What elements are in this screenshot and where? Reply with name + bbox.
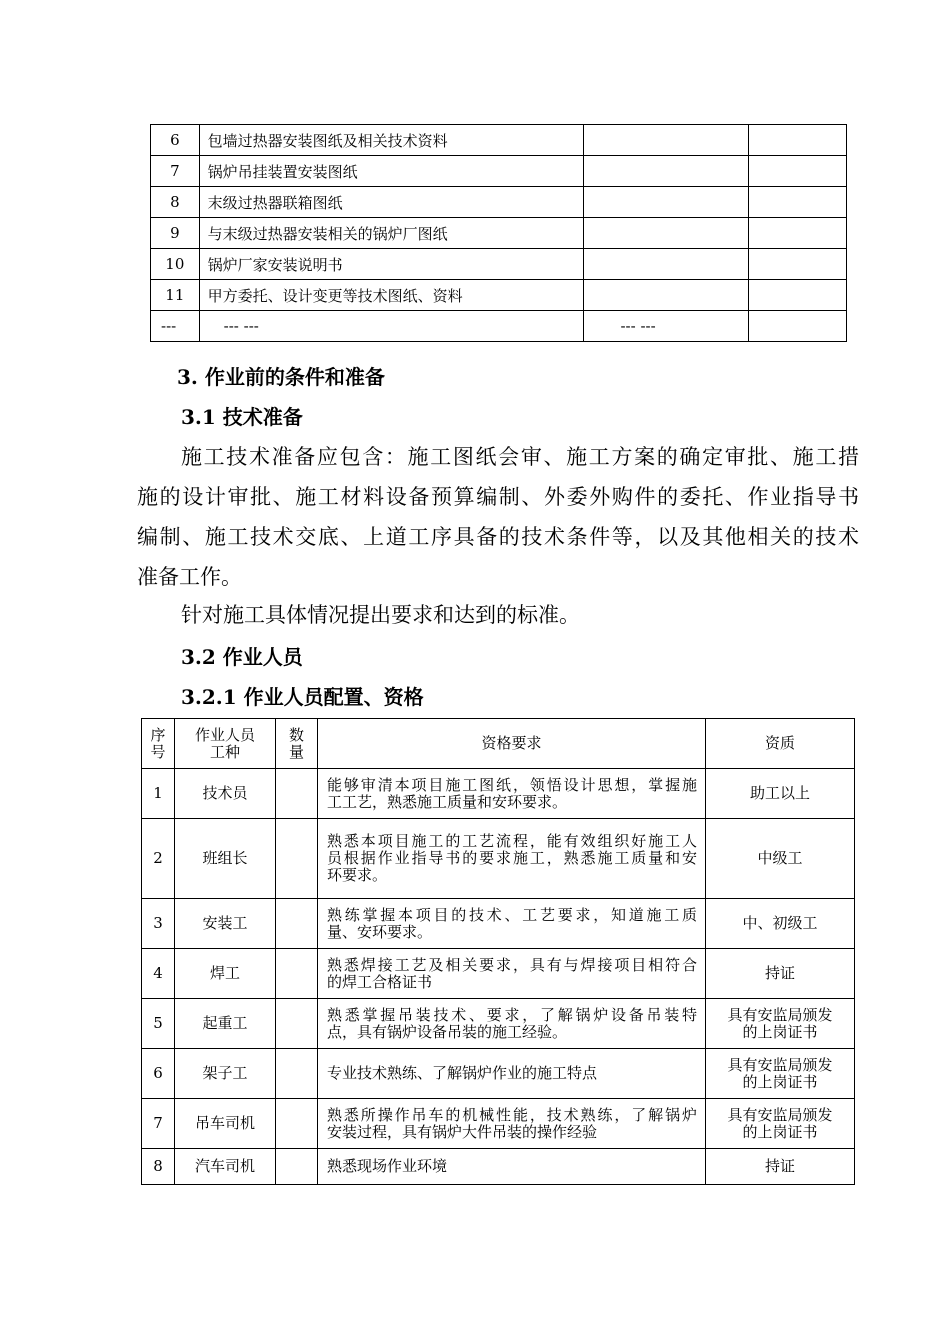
table-row: [151, 311, 847, 342]
cell-name: 与末级过热器安装相关的锅炉厂图纸: [199, 218, 584, 249]
qualification-line: 的上岗证书: [742, 1022, 818, 1041]
cell-qualification: [706, 769, 855, 819]
cell-type: 班组长: [175, 819, 276, 899]
section-3-heading: 3. 作业前的条件和准备: [177, 365, 385, 389]
cell-no: 7: [142, 1099, 175, 1149]
cell-col3: [584, 187, 749, 218]
qualification-line: 助工以上: [749, 784, 810, 802]
table-row: [151, 280, 847, 311]
cell-requirements: [318, 899, 706, 949]
header-no: [142, 719, 175, 769]
section-3-1-paragraph-2: [137, 595, 859, 635]
cell-type: 焊工: [175, 949, 276, 999]
cell-no: 5: [142, 999, 175, 1049]
staff-table-body: [142, 769, 855, 1185]
table-row: [151, 249, 847, 280]
paragraph-line: 准备工作。: [137, 565, 242, 589]
table-row: [142, 899, 855, 949]
section-3-2-heading: 3.2 作业人员: [181, 645, 303, 669]
header-qty: [276, 719, 318, 769]
requirement-line: 熟练掌握本项目的技术、工艺要求，知道施工质: [327, 905, 697, 924]
cell-qualification: [706, 1149, 855, 1185]
header-text: 量: [288, 742, 304, 761]
cell-type: 吊车司机: [175, 1099, 276, 1149]
table-row: [151, 156, 847, 187]
cell-col4: [749, 249, 847, 280]
qualification-line: 中级工: [757, 849, 803, 867]
qualification-line: 中、初级工: [742, 914, 818, 932]
table-row: [142, 999, 855, 1049]
cell-requirements: [318, 1099, 706, 1149]
cell-no: 8: [151, 187, 200, 218]
requirement-line: 安装过程，具有锅炉大件吊装的操作经验: [327, 1122, 598, 1141]
cell-qualification: [706, 949, 855, 999]
paragraph-line: 施的设计审批、施工材料设备预算编制、外委外购件的委托、作业指导书: [137, 485, 859, 509]
cell-no: 6: [142, 1049, 175, 1099]
paragraph-line: 施工技术准备应包含：施工图纸会审、施工方案的确定审批、施工措: [181, 445, 859, 469]
requirement-line: 的焊工合格证书: [327, 972, 433, 991]
cell-requirements: [318, 999, 706, 1049]
qualification-line: 具有安监局颁发: [727, 1005, 833, 1024]
requirement-line: 熟悉现场作业环境: [327, 1157, 448, 1175]
cell-name: 末级过热器联箱图纸: [199, 187, 584, 218]
requirement-line: 工工艺，熟悉施工质量和安环要求。: [327, 792, 568, 811]
staff-table-header-row: [142, 719, 855, 769]
cell-no: 6: [151, 125, 200, 156]
drawings-table-body: [151, 125, 847, 342]
staff-table: [141, 718, 855, 1185]
cell-name: 锅炉吊挂装置安装图纸: [199, 156, 584, 187]
cell-qty: [276, 999, 318, 1049]
qualification-line: 持证: [764, 964, 795, 982]
cell-no: ---: [151, 311, 200, 342]
header-qualification: 资质: [706, 719, 855, 769]
requirement-line: 熟悉焊接工艺及相关要求，具有与焊接项目相符合: [327, 955, 697, 974]
qualification-line: 具有安监局颁发: [727, 1055, 833, 1074]
cell-col3: [584, 218, 749, 249]
cell-qty: [276, 949, 318, 999]
header-type: [175, 719, 276, 769]
cell-requirements: [318, 819, 706, 899]
section-3-1-paragraph: [137, 437, 859, 597]
cell-no: 8: [142, 1149, 175, 1185]
requirement-line: 员根据作业指导书的要求施工，熟悉施工质量和安: [327, 849, 697, 867]
requirement-line: 量、安环要求。: [327, 922, 433, 941]
paragraph-line: 编制、施工技术交底、上道工序具备的技术条件等，以及其他相关的技术: [137, 525, 859, 549]
requirement-line: 点，具有锅炉设备吊装的施工经验。: [327, 1022, 568, 1041]
cell-qty: [276, 769, 318, 819]
cell-no: 11: [151, 280, 200, 311]
header-text: 工种: [209, 742, 240, 761]
table-row: [142, 819, 855, 899]
cell-qty: [276, 1049, 318, 1099]
paragraph-line: 针对施工具体情况提出要求和达到的标准。: [181, 603, 580, 627]
cell-name: 甲方委托、设计变更等技术图纸、资料: [199, 280, 584, 311]
table-row: [151, 125, 847, 156]
cell-qty: [276, 899, 318, 949]
table-row: [142, 1149, 855, 1185]
cell-no: 4: [142, 949, 175, 999]
table-row: [142, 1099, 855, 1149]
header-requirements: 资格要求: [318, 719, 706, 769]
cell-col3: [584, 125, 749, 156]
header-text: 数: [288, 725, 304, 744]
cell-no: 9: [151, 218, 200, 249]
requirement-line: 专业技术熟练、了解锅炉作业的施工特点: [327, 1064, 598, 1082]
header-text: 号: [150, 742, 166, 761]
table-row: [151, 218, 847, 249]
cell-name: --- ---: [199, 311, 584, 342]
requirement-line: 熟悉所操作吊车的机械性能，技术熟练，了解锅炉: [327, 1105, 697, 1124]
cell-requirements: [318, 769, 706, 819]
qualification-line: 持证: [764, 1157, 795, 1175]
cell-type: 架子工: [175, 1049, 276, 1099]
header-text: 序: [150, 725, 166, 744]
cell-requirements: [318, 949, 706, 999]
cell-col3: [584, 280, 749, 311]
cell-type: 技术员: [175, 769, 276, 819]
cell-no: 1: [142, 769, 175, 819]
table-row: [142, 1049, 855, 1099]
requirement-line: 熟悉掌握吊装技术、要求，了解锅炉设备吊装特: [327, 1005, 697, 1024]
cell-qty: [276, 1149, 318, 1185]
cell-no: 10: [151, 249, 200, 280]
cell-qualification: [706, 899, 855, 949]
section-3-1-heading: 3.1 技术准备: [181, 405, 303, 429]
cell-col4: [749, 311, 847, 342]
requirement-line: 能够审清本项目施工图纸，领悟设计思想，掌握施: [327, 775, 697, 794]
cell-col4: [749, 156, 847, 187]
cell-col4: [749, 218, 847, 249]
cell-col4: [749, 187, 847, 218]
cell-qualification: [706, 1049, 855, 1099]
header-text: 作业人员: [194, 725, 255, 744]
cell-qty: [276, 1099, 318, 1149]
qualification-line: 的上岗证书: [742, 1122, 818, 1141]
cell-no: 2: [142, 819, 175, 899]
qualification-line: 的上岗证书: [742, 1072, 818, 1091]
table-row: [142, 769, 855, 819]
cell-type: 安装工: [175, 899, 276, 949]
section-3-2-1-heading: 3.2.1 作业人员配置、资格: [181, 685, 424, 709]
cell-requirements: [318, 1149, 706, 1185]
cell-col4: [749, 280, 847, 311]
cell-qualification: [706, 819, 855, 899]
requirement-line: 熟悉本项目施工的工艺流程，能有效组织好施工人: [327, 832, 697, 850]
cell-col3: --- ---: [584, 311, 749, 342]
table-row: [151, 187, 847, 218]
qualification-line: 具有安监局颁发: [727, 1105, 833, 1124]
cell-col3: [584, 156, 749, 187]
cell-name: 锅炉厂家安装说明书: [199, 249, 584, 280]
cell-col4: [749, 125, 847, 156]
cell-requirements: [318, 1049, 706, 1099]
cell-qualification: [706, 999, 855, 1049]
cell-no: 7: [151, 156, 200, 187]
cell-no: 3: [142, 899, 175, 949]
drawings-table: [150, 124, 847, 342]
table-row: [142, 949, 855, 999]
cell-type: 汽车司机: [175, 1149, 276, 1185]
requirement-line: 环要求。: [327, 866, 388, 884]
cell-qualification: [706, 1099, 855, 1149]
cell-qty: [276, 819, 318, 899]
cell-col3: [584, 249, 749, 280]
cell-type: 起重工: [175, 999, 276, 1049]
cell-name: 包墙过热器安装图纸及相关技术资料: [199, 125, 584, 156]
